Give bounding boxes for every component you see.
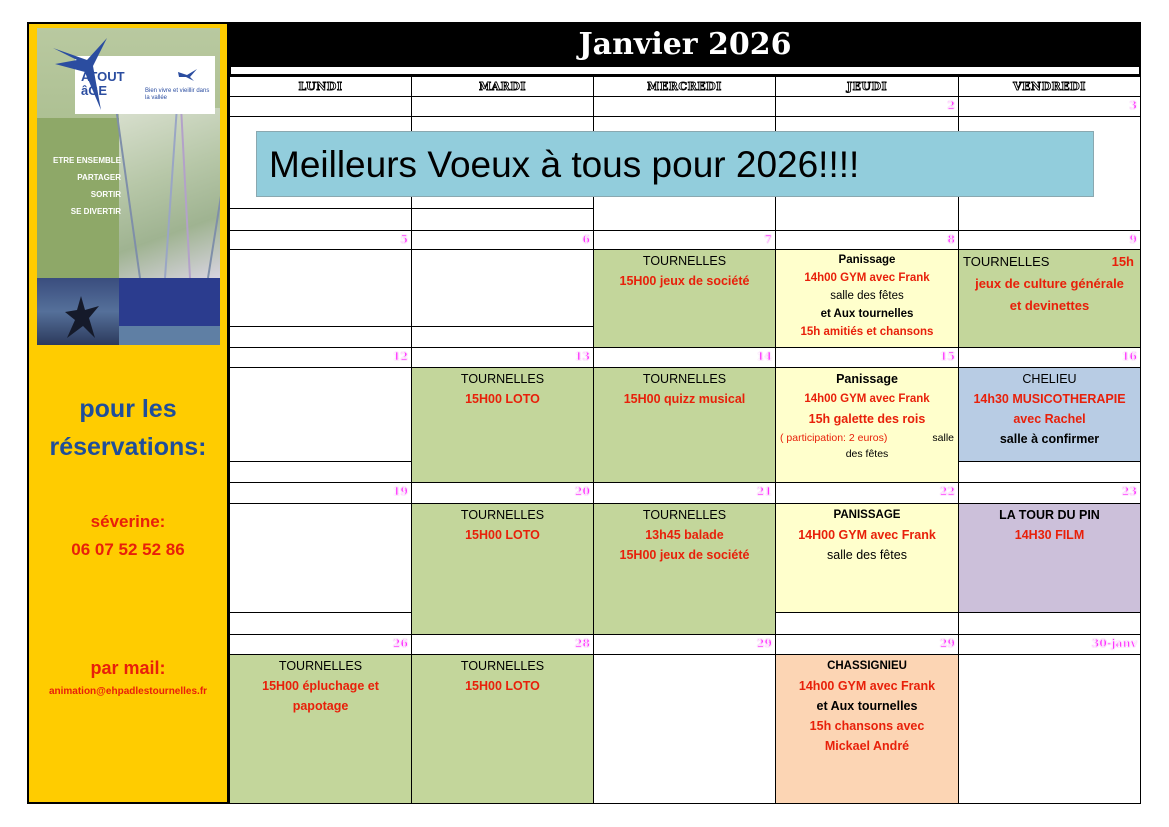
day-cell [958,612,1141,635]
day-number: 20 [411,482,594,504]
day-cell [593,654,776,804]
logo-tagline: Bien vivre et vieillir dans la vallée [145,88,210,101]
mail-address[interactable]: animation@ehpadlestournelles.fr [48,686,208,697]
logo-panel [37,28,220,345]
greeting-banner: Meilleurs Voeux à tous pour 2026!!!! [256,131,1094,197]
slogan-item: ETRE ENSEMBLE [52,156,121,165]
reservation-title: pour les réservations: [49,395,207,461]
day-cell [229,326,412,348]
day-cell [411,249,594,327]
day-number: 12 [229,347,412,368]
day-cell [411,208,594,231]
day-header-mercredi: MERCREDI [593,76,776,97]
day-cell [229,208,412,231]
day-number: 2 [775,96,959,117]
mail-title: par mail: [90,658,166,678]
day-number [411,96,594,117]
logo-blue-block [119,278,220,326]
day-number: 29 [593,634,776,655]
day-header-jeudi: JEUDI [775,76,959,97]
event-cell[interactable]: TOURNELLES 15H00 LOTO [411,654,594,804]
day-number [229,96,412,117]
day-cell [411,326,594,348]
event-cell[interactable]: CHASSIGNIEU 14h00 GYM avec Frank et Aux tournelles 15h chansons avec Mickael André [775,654,959,804]
event-cell[interactable]: TOURNELLES 15h jeux de culture générale et devinettes [958,249,1141,348]
contact-info: séverine: 06 07 52 52 86 [29,508,227,564]
event-cell[interactable]: TOURNELLES 15H00 LOTO [411,367,594,483]
day-cell [229,503,412,613]
day-number: 5 [229,230,412,250]
day-number: 30-janv [958,634,1141,655]
small-swallow-icon [177,68,199,82]
day-cell [958,461,1141,483]
slogan-item: PARTAGER [77,173,121,182]
day-cell [775,612,959,635]
day-number: 23 [958,482,1141,504]
slogans [43,152,121,220]
event-cell[interactable]: TOURNELLES 15H00 jeux de société [593,249,776,348]
day-number: 6 [411,230,594,250]
bird-silhouette-icon [57,290,107,340]
day-number: 28 [411,634,594,655]
day-number: 26 [229,634,412,655]
title-underbar [229,67,1141,76]
event-cell[interactable]: LA TOUR DU PIN 14H30 FILM [958,503,1141,613]
day-cell [229,461,412,483]
day-number: 21 [593,482,776,504]
day-number: 29 [775,634,959,655]
day-cell [958,654,1141,804]
phone-number[interactable]: 06 07 52 52 86 [71,540,185,559]
event-cell[interactable]: TOURNELLES 15H00 quizz musical [593,367,776,483]
day-number [593,96,776,117]
event-cell[interactable]: TOURNELLES 15H00 LOTO [411,503,594,635]
day-cell [229,249,412,327]
sidebar [27,22,229,804]
day-header-lundi: LUNDI [229,76,412,97]
day-cell [229,612,412,635]
day-header-mardi: MARDI [411,76,594,97]
day-number: 16 [958,347,1141,368]
calendar-title: Janvier 2026 [229,22,1141,67]
day-number: 7 [593,230,776,250]
photo-strip-2 [119,326,220,345]
day-number: 15 [775,347,959,368]
day-number: 3 [958,96,1141,117]
event-cell[interactable]: Panissage 14h00 GYM avec Frank salle des fêtes et Aux tournelles 15h amitiés et chansons [775,249,959,348]
day-cell [229,367,412,462]
day-number: 8 [775,230,959,250]
slogan-item: SORTIR [90,190,121,199]
day-number: 22 [775,482,959,504]
event-cell[interactable]: Panissage 14h00 GYM avec Frank 15h galette des rois ( participation: 2 euros) salle des fêtes [775,367,959,483]
slogan-item: SE DIVERTIR [70,207,121,216]
event-cell[interactable]: TOURNELLES 13h45 balade 15H00 jeux de société [593,503,776,635]
logo-text: ATOUT âGE [81,69,125,98]
event-cell[interactable]: CHELIEU 14h30 MUSICOTHERAPIE avec Rachel salle à confirmer [958,367,1141,462]
event-cell[interactable]: PANISSAGE 14H00 GYM avec Frank salle des fêtes [775,503,959,613]
day-header-vendredi: VENDREDI [958,76,1141,97]
grass-photo [119,108,220,278]
day-number: 19 [229,482,412,504]
day-number: 14 [593,347,776,368]
event-cell[interactable]: TOURNELLES 15H00 épluchage et papotage [229,654,412,804]
day-number: 13 [411,347,594,368]
day-number: 9 [958,230,1141,250]
